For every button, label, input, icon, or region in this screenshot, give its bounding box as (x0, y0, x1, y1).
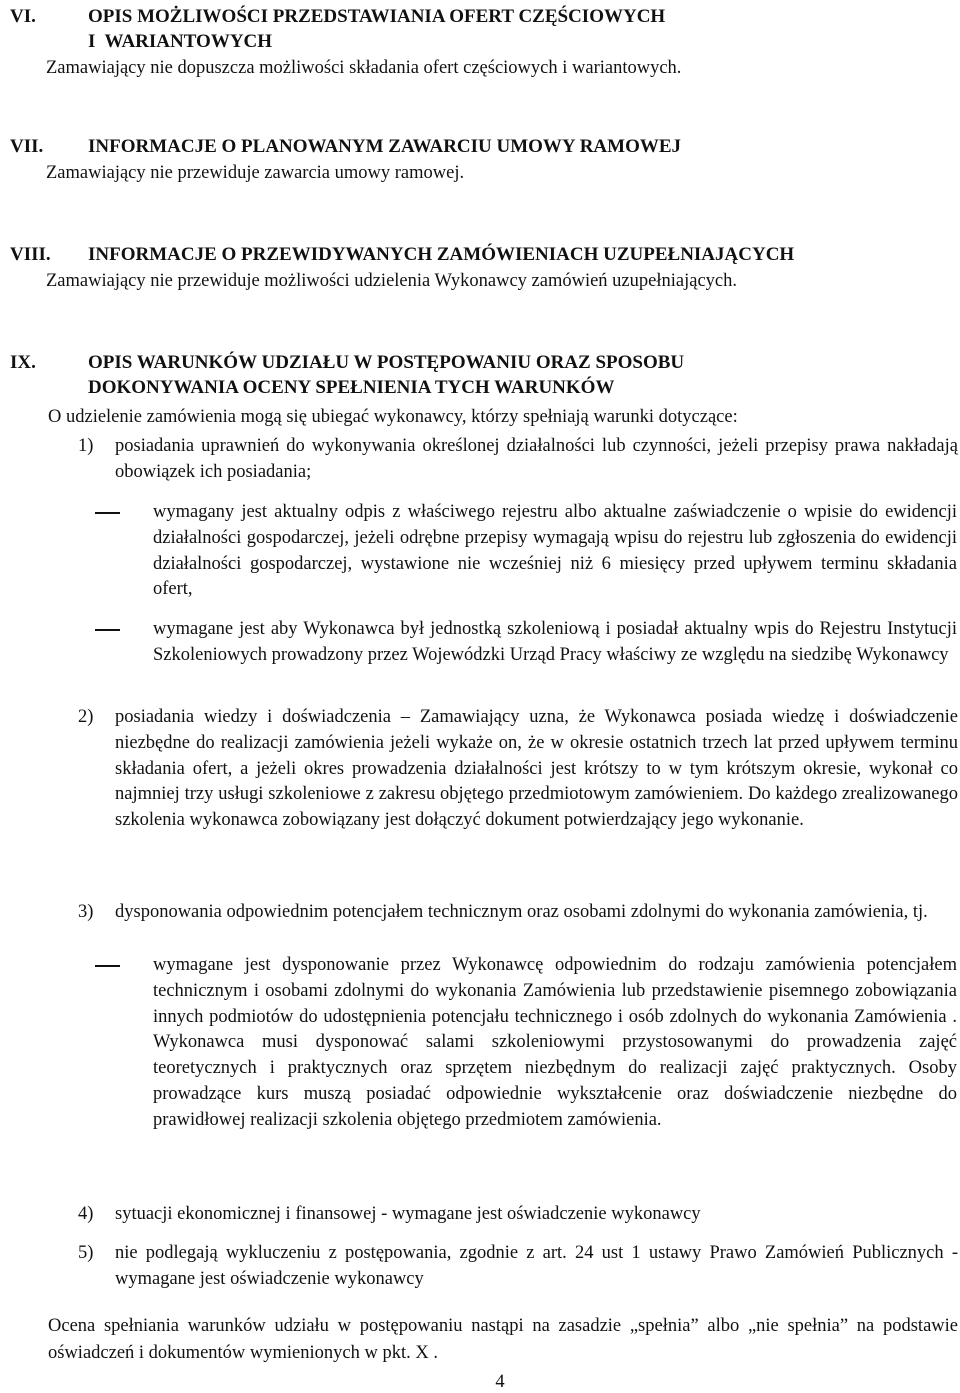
section-viii-number: VIII. (10, 244, 51, 265)
list-item-text: posiadania wiedzy i doświadczenia – Zamawiający uzna, że Wykonawca posiada wiedzę i doświadczenie niezbędne do realizacji zamówienia jeżeli wykaże on, że w okresie ostatnich trzech lat przed upływem terminu składania ofert, a jeżeli okres prowadzenia działalności jest krótszy to w tym krótszym okresie, wykonał co najmniej trzy usługi szkoleniowe z zakresu objętego przedmiotowym zamówieniem. Do każdego zrealizowanego szkolenia wykonawca zobowiązany jest dołączyć dokument potwierdzający jego wykonanie. (115, 707, 958, 831)
section-ix-number: IX. (10, 352, 36, 373)
list-item-4 (78, 1202, 958, 1228)
section-vi-number: VI. (10, 6, 36, 27)
section-ix-heading (10, 350, 950, 400)
list-item-text: nie podlegają wykluczeniu z postępowania, zgodnie z art. 24 ust 1 ustawy Prawo Zamówień Publicznych - wymagane jest oświadczenie wykonawcy (115, 1243, 958, 1289)
list-item-1 (78, 434, 958, 486)
dash-marker (95, 617, 153, 669)
section-vii (10, 134, 950, 186)
section-vii-body: Zamawiający nie przewiduje zawarcia umowy ramowej. (46, 163, 465, 183)
section-ix (10, 350, 950, 400)
list-item-text: dysponowania odpowiednim potencjałem technicznym oraz osobami zdolnymi do wykonania zamówienia, tj. (115, 902, 928, 922)
list-item-number: 1) (78, 436, 94, 456)
section-vii-title: INFORMACJE O PLANOWANYM ZAWARCIU UMOWY RAMOWEJ (88, 136, 682, 157)
list-item-number: 5) (78, 1243, 94, 1263)
list-item-number: 4) (78, 1204, 94, 1224)
bullet-item (95, 617, 957, 669)
section-ix-intro: O udzielenie zamówienia mogą się ubiegać wykonawcy, którzy spełniają warunki dotyczące: (48, 407, 738, 427)
bullet-text: wymagane jest dysponowanie przez Wykonawcę odpowiednim do rodzaju zamówienia potencjałem technicznym i osobami zdolnymi do wykonania Zamówienia lub przedstawienie pisemnego zobowiązania innych podmiotów do udostępnienia potencjału technicznego i osób zdolnych do wykonania Zamówienia . Wykonawca musi dysponować salami szkoleniowymi przystosowanymi do prowadzenia zajęć teoretycznych i praktycznych oraz sprzętem niezbędnym do realizacji zajęć praktycznych. Osoby prowadzące kurs muszą posiadać odpowiednie wykształcenie oraz doświadczenie niezbędne do prawidłowej realizacji szkolenia objętego przedmiotem zamówienia. (153, 955, 957, 1130)
bullet-item (95, 500, 957, 603)
list-item-3 (78, 900, 958, 926)
section-viii-body: Zamawiający nie przewiduje możliwości udzielenia Wykonawcy zamówień uzupełniających. (46, 271, 737, 291)
list-item-number: 2) (78, 707, 94, 727)
section-viii (10, 242, 950, 294)
list-item-text: sytuacji ekonomicznej i finansowej - wymagane jest oświadczenie wykonawcy (115, 1204, 701, 1224)
bullet-text: wymagany jest aktualny odpis z właściwego rejestru albo aktualne zaświadczenie o wpisie do ewidencji działalności gospodarczej, jeżeli odrębne przepisy wymagają wpisu do rejestru lub zgłoszenia do ewidencji działalności gospodarczej, wystawione nie wcześniej niż 6 miesięcy przed upływem terminu składania ofert, (153, 502, 957, 600)
list-item-2 (78, 705, 958, 834)
dash-marker (95, 500, 153, 603)
page-number: 4 (495, 1372, 505, 1392)
section-vi-title-line1: OPIS MOŻLIWOŚCI PRZEDSTAWIANIA OFERT CZĘŚCIOWYCH (88, 6, 666, 27)
section-vii-number: VII. (10, 136, 44, 157)
section-vi-body: Zamawiający nie dopuszcza możliwości składania ofert częściowych i wariantowych. (46, 58, 682, 78)
section-ix-conclusion: Ocena spełniania warunków udziału w postępowaniu nastąpi na zasadzie „spełnia” albo „nie spełnia” na podstawie oświadczeń i dokumentów wymienionych w pkt. X . (48, 1316, 958, 1363)
section-ix-title-line1: OPIS WARUNKÓW UDZIAŁU W POSTĘPOWANIU ORAZ SPOSOBU (88, 352, 685, 373)
bullet-item (95, 953, 957, 1134)
section-vi-heading (10, 4, 950, 54)
section-vi (10, 4, 950, 81)
section-viii-title: INFORMACJE O PRZEWIDYWANYCH ZAMÓWIENIACH UZUPEŁNIAJĄCYCH (88, 244, 795, 265)
list-item-text: posiadania uprawnień do wykonywania określonej działalności lub czynności, jeżeli przepisy prawa nakładają obowiązek ich posiadania; (115, 436, 958, 482)
section-viii-heading (10, 242, 950, 267)
section-vi-title-line2: I WARIANTOWYCH (88, 31, 273, 52)
list-item-5 (78, 1241, 958, 1293)
section-ix-title-line2: DOKONYWANIA OCENY SPEŁNIENIA TYCH WARUNKÓW (88, 377, 615, 398)
section-vii-heading (10, 134, 950, 159)
dash-marker (95, 953, 153, 1134)
bullet-text: wymagane jest aby Wykonawca był jednostką szkoleniową i posiadał aktualny wpis do Rejestru Instytucji Szkoleniowych prowadzony przez Wojewódzki Urząd Pracy właściwy ze względu na siedzibę Wykonawcy (153, 619, 957, 665)
list-item-number: 3) (78, 902, 94, 922)
